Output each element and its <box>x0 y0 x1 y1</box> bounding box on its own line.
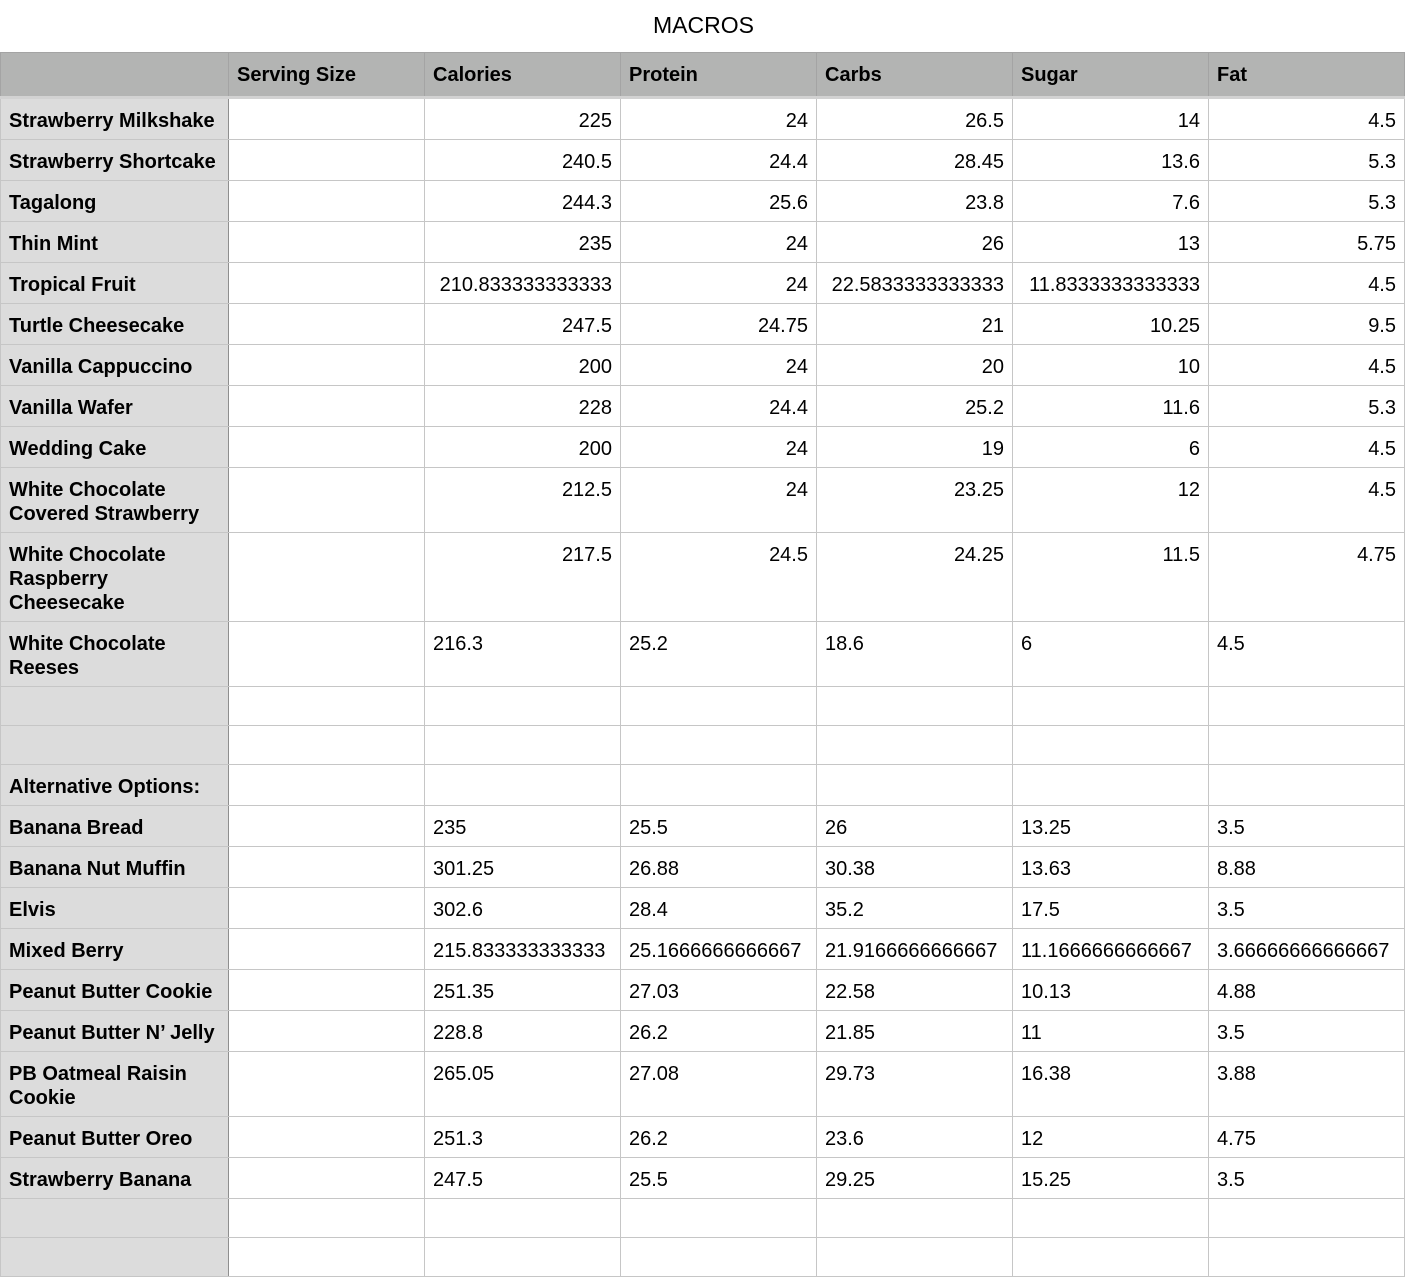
cell-serving-size[interactable] <box>229 304 425 345</box>
cell-serving-size[interactable] <box>229 1158 425 1199</box>
cell-protein[interactable]: 25.5 <box>621 1158 817 1199</box>
table-row <box>1 304 1405 345</box>
cell-sugar[interactable]: 12 <box>1013 468 1209 533</box>
cell-protein[interactable]: 26.2 <box>621 1011 817 1052</box>
row-header-cell[interactable]: Peanut Butter Oreo <box>1 1117 229 1158</box>
cell-serving-size[interactable] <box>229 1052 425 1117</box>
cell-protein[interactable]: 25.2 <box>621 622 817 687</box>
cell-serving-size[interactable] <box>229 140 425 181</box>
cell-protein[interactable] <box>621 726 817 765</box>
cell-sugar[interactable]: 7.6 <box>1013 181 1209 222</box>
cell-carbs[interactable]: 30.38 <box>817 847 1013 888</box>
cell-serving-size[interactable] <box>229 468 425 533</box>
table-row <box>1 181 1405 222</box>
row-header-cell[interactable]: Wedding Cake <box>1 427 229 468</box>
cell-calories[interactable]: 228.8 <box>425 1011 621 1052</box>
cell-fat[interactable]: 3.5 <box>1209 1011 1405 1052</box>
cell-serving-size[interactable] <box>229 1238 425 1277</box>
header-cell-protein[interactable]: Protein <box>621 53 817 98</box>
cell-serving-size[interactable] <box>229 888 425 929</box>
cell-sugar[interactable]: 10 <box>1013 345 1209 386</box>
row-header-cell[interactable]: Vanilla Cappuccino <box>1 345 229 386</box>
cell-sugar[interactable]: 12 <box>1013 1117 1209 1158</box>
cell-calories[interactable]: 212.5 <box>425 468 621 533</box>
cell-serving-size[interactable] <box>229 98 425 140</box>
cell-serving-size[interactable] <box>229 386 425 427</box>
cell-serving-size[interactable] <box>229 970 425 1011</box>
cell-serving-size[interactable] <box>229 181 425 222</box>
cell-calories[interactable] <box>425 1199 621 1238</box>
cell-fat[interactable]: 4.5 <box>1209 427 1405 468</box>
cell-sugar[interactable]: 13.63 <box>1013 847 1209 888</box>
cell-protein[interactable]: 24.5 <box>621 533 817 622</box>
cell-protein[interactable] <box>621 765 817 806</box>
cell-carbs[interactable]: 20 <box>817 345 1013 386</box>
cell-protein[interactable]: 25.6 <box>621 181 817 222</box>
cell-protein[interactable]: 28.4 <box>621 888 817 929</box>
cell-carbs[interactable]: 23.25 <box>817 468 1013 533</box>
cell-fat[interactable]: 4.75 <box>1209 1117 1405 1158</box>
cell-serving-size[interactable] <box>229 345 425 386</box>
row-header-cell[interactable] <box>1 1238 229 1277</box>
table-row <box>1 1238 1405 1277</box>
cell-protein[interactable] <box>621 1238 817 1277</box>
cell-sugar[interactable] <box>1013 726 1209 765</box>
cell-sugar[interactable]: 11 <box>1013 1011 1209 1052</box>
table-row <box>1 622 1405 687</box>
cell-fat[interactable]: 3.5 <box>1209 806 1405 847</box>
cell-fat[interactable]: 5.3 <box>1209 181 1405 222</box>
cell-fat[interactable]: 5.3 <box>1209 386 1405 427</box>
row-header-cell[interactable]: Strawberry Banana <box>1 1158 229 1199</box>
header-cell-fat[interactable]: Fat <box>1209 53 1405 98</box>
cell-calories[interactable] <box>425 687 621 726</box>
row-header-cell[interactable]: Thin Mint <box>1 222 229 263</box>
cell-carbs[interactable] <box>817 1238 1013 1277</box>
cell-protein[interactable]: 27.03 <box>621 970 817 1011</box>
cell-carbs[interactable]: 22.58 <box>817 970 1013 1011</box>
table-row <box>1 888 1405 929</box>
cell-protein[interactable] <box>621 687 817 726</box>
cell-calories[interactable]: 235 <box>425 806 621 847</box>
cell-sugar[interactable]: 11.5 <box>1013 533 1209 622</box>
sheet-title: MACROS <box>653 12 754 38</box>
row-header-cell[interactable]: Tagalong <box>1 181 229 222</box>
header-cell-calories[interactable]: Calories <box>425 53 621 98</box>
cell-carbs[interactable]: 23.8 <box>817 181 1013 222</box>
cell-serving-size[interactable] <box>229 687 425 726</box>
row-header-cell[interactable]: White Chocolate Reeses <box>1 622 229 687</box>
row-header-cell[interactable]: Peanut Butter N’ Jelly <box>1 1011 229 1052</box>
cell-protein[interactable]: 26.88 <box>621 847 817 888</box>
row-header-cell[interactable]: White Chocolate Raspberry Cheesecake <box>1 533 229 622</box>
cell-sugar[interactable]: 10.13 <box>1013 970 1209 1011</box>
cell-calories[interactable] <box>425 726 621 765</box>
cell-fat[interactable]: 9.5 <box>1209 304 1405 345</box>
cell-sugar[interactable]: 6 <box>1013 427 1209 468</box>
table-row <box>1 970 1405 1011</box>
cell-carbs[interactable]: 25.2 <box>817 386 1013 427</box>
row-header-cell[interactable]: Vanilla Wafer <box>1 386 229 427</box>
cell-serving-size[interactable] <box>229 726 425 765</box>
cell-sugar[interactable] <box>1013 1238 1209 1277</box>
cell-calories[interactable]: 200 <box>425 427 621 468</box>
table-row <box>1 1199 1405 1238</box>
cell-sugar[interactable]: 17.5 <box>1013 888 1209 929</box>
row-header-cell[interactable]: Mixed Berry <box>1 929 229 970</box>
cell-calories[interactable]: 251.3 <box>425 1117 621 1158</box>
row-header-cell[interactable] <box>1 726 229 765</box>
cell-carbs[interactable]: 26 <box>817 806 1013 847</box>
table-row <box>1 1052 1405 1117</box>
cell-serving-size[interactable] <box>229 222 425 263</box>
cell-protein[interactable]: 24 <box>621 345 817 386</box>
cell-fat[interactable]: 4.75 <box>1209 533 1405 622</box>
table-row <box>1 222 1405 263</box>
cell-protein[interactable]: 24.4 <box>621 386 817 427</box>
table-row <box>1 765 1405 806</box>
table-row <box>1 533 1405 622</box>
cell-sugar[interactable]: 13.6 <box>1013 140 1209 181</box>
table-row <box>1 806 1405 847</box>
cell-carbs[interactable]: 26.5 <box>817 98 1013 140</box>
table-row <box>1 468 1405 533</box>
cell-serving-size[interactable] <box>229 263 425 304</box>
cell-fat[interactable] <box>1209 1238 1405 1277</box>
cell-fat[interactable] <box>1209 726 1405 765</box>
cell-protein[interactable]: 25.5 <box>621 806 817 847</box>
cell-carbs[interactable]: 23.6 <box>817 1117 1013 1158</box>
row-header-cell[interactable]: PB Oatmeal Raisin Cookie <box>1 1052 229 1117</box>
cell-serving-size[interactable] <box>229 622 425 687</box>
cell-calories[interactable]: 247.5 <box>425 1158 621 1199</box>
row-header-cell[interactable]: Turtle Cheesecake <box>1 304 229 345</box>
cell-protein[interactable]: 24 <box>621 468 817 533</box>
cell-fat[interactable] <box>1209 1199 1405 1238</box>
cell-sugar[interactable]: 11.8333333333333 <box>1013 263 1209 304</box>
row-header-cell[interactable] <box>1 1199 229 1238</box>
cell-sugar[interactable]: 13 <box>1013 222 1209 263</box>
table-row <box>1 263 1405 304</box>
cell-protein[interactable]: 24.4 <box>621 140 817 181</box>
cell-fat[interactable] <box>1209 765 1405 806</box>
cell-calories[interactable]: 235 <box>425 222 621 263</box>
cell-fat[interactable]: 8.88 <box>1209 847 1405 888</box>
table-row <box>1 345 1405 386</box>
cell-serving-size[interactable] <box>229 427 425 468</box>
cell-serving-size[interactable] <box>229 929 425 970</box>
cell-fat[interactable]: 4.5 <box>1209 468 1405 533</box>
cell-sugar[interactable] <box>1013 765 1209 806</box>
cell-protein[interactable]: 24 <box>621 263 817 304</box>
cell-serving-size[interactable] <box>229 1117 425 1158</box>
row-header-cell[interactable]: Alternative Options: <box>1 765 229 806</box>
cell-calories[interactable] <box>425 765 621 806</box>
cell-sugar[interactable]: 6 <box>1013 622 1209 687</box>
cell-sugar[interactable]: 14 <box>1013 98 1209 140</box>
cell-serving-size[interactable] <box>229 1011 425 1052</box>
row-header-cell[interactable]: Banana Nut Muffin <box>1 847 229 888</box>
cell-fat[interactable]: 3.5 <box>1209 1158 1405 1199</box>
cell-calories[interactable]: 301.25 <box>425 847 621 888</box>
cell-calories[interactable]: 244.3 <box>425 181 621 222</box>
cell-carbs[interactable]: 24.25 <box>817 533 1013 622</box>
row-header-cell[interactable]: Banana Bread <box>1 806 229 847</box>
table-row <box>1 929 1405 970</box>
cell-calories[interactable] <box>425 1238 621 1277</box>
table-row <box>1 847 1405 888</box>
table-row <box>1 98 1405 140</box>
cell-calories[interactable]: 265.05 <box>425 1052 621 1117</box>
table-row <box>1 1011 1405 1052</box>
cell-carbs[interactable] <box>817 765 1013 806</box>
cell-serving-size[interactable] <box>229 533 425 622</box>
row-header-cell[interactable]: Strawberry Shortcake <box>1 140 229 181</box>
header-row <box>1 53 1405 98</box>
cell-carbs[interactable]: 22.5833333333333 <box>817 263 1013 304</box>
cell-serving-size[interactable] <box>229 1199 425 1238</box>
cell-protein[interactable] <box>621 1199 817 1238</box>
cell-fat[interactable]: 4.5 <box>1209 98 1405 140</box>
cell-protein[interactable]: 24 <box>621 222 817 263</box>
cell-serving-size[interactable] <box>229 847 425 888</box>
header-cell-serving-size[interactable]: Serving Size <box>229 53 425 98</box>
row-header-cell[interactable]: White Chocolate Covered Strawberry <box>1 468 229 533</box>
cell-calories[interactable]: 216.3 <box>425 622 621 687</box>
row-header-cell[interactable]: Tropical Fruit <box>1 263 229 304</box>
cell-carbs[interactable]: 26 <box>817 222 1013 263</box>
cell-sugar[interactable]: 11.1666666666667 <box>1013 929 1209 970</box>
row-header-cell[interactable]: Peanut Butter Cookie <box>1 970 229 1011</box>
cell-calories[interactable]: 217.5 <box>425 533 621 622</box>
cell-calories[interactable]: 225 <box>425 98 621 140</box>
cell-calories[interactable]: 215.833333333333 <box>425 929 621 970</box>
cell-protein[interactable]: 24.75 <box>621 304 817 345</box>
cell-serving-size[interactable] <box>229 765 425 806</box>
cell-calories[interactable]: 251.35 <box>425 970 621 1011</box>
cell-sugar[interactable]: 15.25 <box>1013 1158 1209 1199</box>
cell-carbs[interactable] <box>817 1199 1013 1238</box>
cell-fat[interactable]: 3.88 <box>1209 1052 1405 1117</box>
cell-fat[interactable]: 3.66666666666667 <box>1209 929 1405 970</box>
table-row <box>1 427 1405 468</box>
macros-table <box>0 52 1405 1277</box>
table-row <box>1 726 1405 765</box>
cell-protein[interactable]: 25.1666666666667 <box>621 929 817 970</box>
cell-serving-size[interactable] <box>229 806 425 847</box>
table-row <box>1 386 1405 427</box>
header-cell-sugar[interactable]: Sugar <box>1013 53 1209 98</box>
row-header-cell[interactable]: Strawberry Milkshake <box>1 98 229 140</box>
cell-sugar[interactable] <box>1013 687 1209 726</box>
cell-fat[interactable]: 5.75 <box>1209 222 1405 263</box>
table-row <box>1 1158 1405 1199</box>
cell-sugar[interactable]: 11.6 <box>1013 386 1209 427</box>
cell-carbs[interactable]: 21 <box>817 304 1013 345</box>
cell-carbs[interactable]: 28.45 <box>817 140 1013 181</box>
cell-sugar[interactable] <box>1013 1199 1209 1238</box>
cell-carbs[interactable]: 29.73 <box>817 1052 1013 1117</box>
row-header-cell[interactable]: Elvis <box>1 888 229 929</box>
cell-protein[interactable]: 27.08 <box>621 1052 817 1117</box>
cell-protein[interactable]: 24 <box>621 98 817 140</box>
cell-protein[interactable]: 26.2 <box>621 1117 817 1158</box>
cell-calories[interactable]: 200 <box>425 345 621 386</box>
cell-carbs[interactable] <box>817 726 1013 765</box>
cell-calories[interactable]: 240.5 <box>425 140 621 181</box>
cell-carbs[interactable]: 21.9166666666667 <box>817 929 1013 970</box>
cell-fat[interactable]: 5.3 <box>1209 140 1405 181</box>
header-cell-corner[interactable] <box>1 53 229 98</box>
row-header-cell[interactable] <box>1 687 229 726</box>
table-row <box>1 140 1405 181</box>
table-row <box>1 1117 1405 1158</box>
cell-carbs[interactable]: 29.25 <box>817 1158 1013 1199</box>
cell-protein[interactable]: 24 <box>621 427 817 468</box>
cell-fat[interactable]: 4.5 <box>1209 622 1405 687</box>
cell-carbs[interactable]: 18.6 <box>817 622 1013 687</box>
cell-fat[interactable]: 4.5 <box>1209 263 1405 304</box>
cell-carbs[interactable]: 35.2 <box>817 888 1013 929</box>
cell-fat[interactable]: 4.88 <box>1209 970 1405 1011</box>
cell-carbs[interactable]: 19 <box>817 427 1013 468</box>
cell-calories[interactable]: 228 <box>425 386 621 427</box>
cell-fat[interactable]: 3.5 <box>1209 888 1405 929</box>
cell-fat[interactable]: 4.5 <box>1209 345 1405 386</box>
cell-fat[interactable] <box>1209 687 1405 726</box>
cell-carbs[interactable]: 21.85 <box>817 1011 1013 1052</box>
cell-sugar[interactable]: 16.38 <box>1013 1052 1209 1117</box>
table-row <box>1 687 1405 726</box>
cell-sugar[interactable]: 13.25 <box>1013 806 1209 847</box>
cell-sugar[interactable]: 10.25 <box>1013 304 1209 345</box>
cell-calories[interactable]: 302.6 <box>425 888 621 929</box>
cell-calories[interactable]: 210.833333333333 <box>425 263 621 304</box>
header-cell-carbs[interactable]: Carbs <box>817 53 1013 98</box>
cell-carbs[interactable] <box>817 687 1013 726</box>
cell-calories[interactable]: 247.5 <box>425 304 621 345</box>
